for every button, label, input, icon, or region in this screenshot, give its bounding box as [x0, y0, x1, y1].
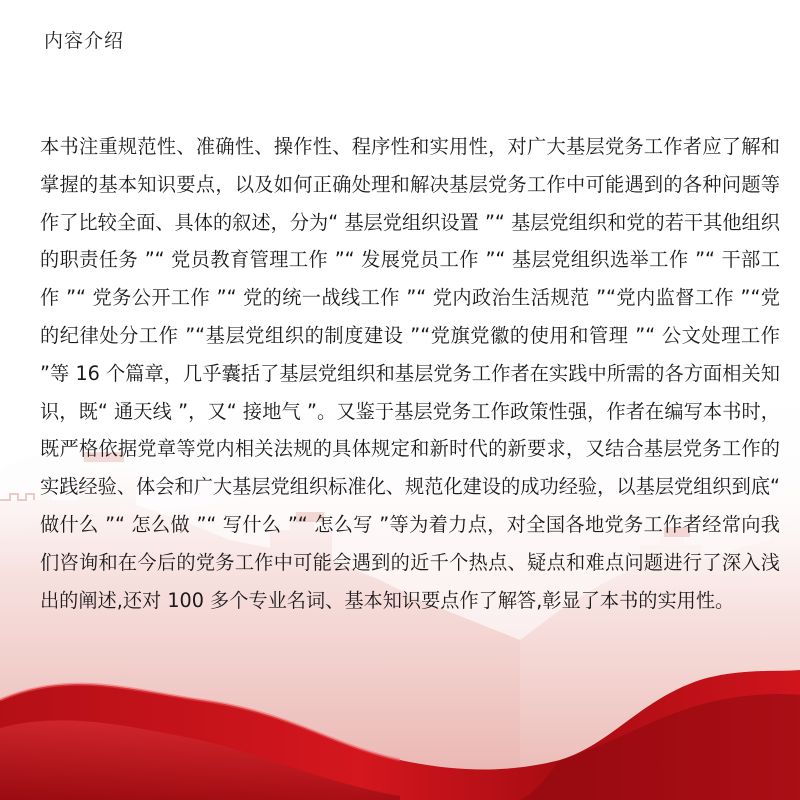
- book-introduction-paragraph: 本书注重规范性、准确性、操作性、程序性和实用性，对广大基层党务工作者应了解和掌握的基本知识要点，以及如何正确处理和解决基层党务工作中可能遇到的各种问题等作了比较全面、具体的叙述，分为“ 基层党组织设置 ”“ 基层党组织和党的若干其他组织的职责任务 ”“ 党员教育管理工作 ”“ 发展党员工作 ”“ 基层党组织选举工作 ”“ 干部工作 ”“ 党务公开工作 ”“ 党的统一战线工作 ”“ 党内政治生活规范 ”“党内监督工作 ”“党的纪律处分工作 ”“基层党组织的制度建设 ”“党旗党徽的使用和管理 ”“ 公文处理工作 ”等 16 个篇章，几乎囊括了基层党组织和基层党务工作者在实践中所需的各方面相关知识，既“ 通天线 ”，又“ 接地气 ”。又鉴于基层党务工作政策性强，作者在编写本书时，既严格依据党章等党内相关法规的具体规定和新时代的新要求，又结合基层党务工作的实践经验、体会和广大基层党组织标准化、规范化建设的成功经验，以基层党组织到底“ 做什么 ”“ 怎么做 ”“ 写什么 ”“ 怎么写 ”等为着力点，对全国各地党务工作者经常向我们咨询和在今后的党务工作中可能会遇到的近千个热点、疑点和难点问题进行了深入浅出的阐述,还对 100 多个专业名词、基本知识要点作了解答,彰显了本书的实用性。: [40, 135, 780, 612]
- page-title: 内容介绍: [44, 30, 125, 52]
